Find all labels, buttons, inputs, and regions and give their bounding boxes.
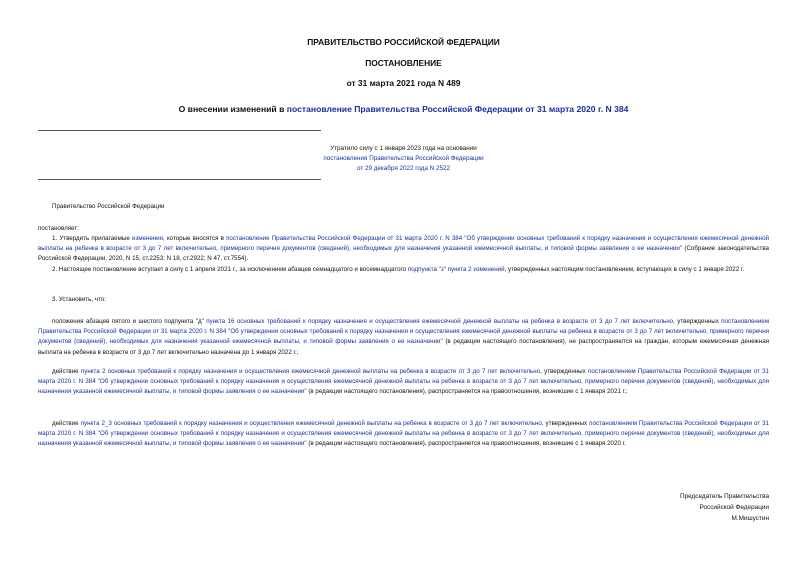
paragraph-c-text-c: (в редакции настоящего постановления), распространяется на правоотношения, возникшие с 1 января 2020 г. <box>306 440 626 448</box>
status-note-link-line2[interactable]: постановления Правительства Российской Федерации <box>323 155 484 162</box>
paragraph-a-clause-link[interactable]: пункта 16 основных требований к порядку назначения и осуществления ежемесячной денежной выплаты на ребенка в возрасте от 3 до 7 лет включительно <box>206 318 674 325</box>
document-type: ПОСТАНОВЛЕНИЕ <box>365 58 442 68</box>
decrees-paragraph: постановляет: <box>38 225 79 232</box>
intro-paragraph: Правительство Российской Федерации <box>52 203 165 210</box>
item-1-decree-link[interactable]: постановление Правительства Российской Федерации от 31 марта 2020 г. N 384 "Об утверждении основных требований к порядку назначения и осуществления ежемесячной денежной выплаты на ребенка в возрасте от 3 до 7 лет включительно, примерного перечня документов (сведений), необходимых для назначения указанной ежемесячной выплаты, и типовой формы заявления о ее назначении" <box>38 235 769 253</box>
paragraph-c-text-b: , утвержденных <box>541 420 590 427</box>
item-1-text-b: , которые вносятся в <box>163 235 227 242</box>
status-note-line1: Утратило силу с 1 января 2023 года на основании <box>330 145 477 152</box>
paragraph-a <box>38 317 769 358</box>
item-2-paragraph <box>38 265 769 275</box>
paragraph-c-clause-link[interactable]: пункта 2_3 основных требований к порядку назначения и осуществления ежемесячной денежной выплаты на ребенка в возрасте от 3 до 7 лет включительно <box>80 420 542 427</box>
item-2-text-a: 2. Настоящее постановление вступает в силу с 1 апреля 2021 г., за исключением абзацев семнадцатого и восемнадцатого <box>52 266 408 273</box>
paragraph-c-decree-link[interactable]: постановлением Правительства Российской Федерации от 31 марта 2020 г. N 384 "Об утверждении основных требований к порядку назначения и осуществления ежемесячной денежной выплаты на ребенка в возрасте от 3 до 7 лет включительно, примерного перечня документов (сведений), необходимых для назначения указанной ежемесячной выплаты, и типовой формы заявления о ее назначении" <box>38 420 769 448</box>
paragraph-b <box>38 367 769 398</box>
document-subject <box>0 104 807 114</box>
item-1-text-c: (Собрание законодательства Российской Федерации, 2020, N 15, ст.2253; N 18, ст.2922; N 47, ст.7554). <box>38 245 769 263</box>
item-1-paragraph <box>38 234 769 265</box>
signature-name: М.Мишустин <box>731 515 769 522</box>
divider-top <box>38 130 321 131</box>
item-2-text-b: , утвержденных настоящим постановлением, вступающих в силу с 1 января 2022 г. <box>504 266 745 273</box>
item-3-paragraph: 3. Установить, что: <box>52 296 106 303</box>
item-1-text-a: 1. Утвердить прилагаемые <box>52 235 132 242</box>
document-date-number: от 31 марта 2021 года N 489 <box>346 78 461 88</box>
item-1-changes-link[interactable]: изменения <box>131 235 163 242</box>
paragraph-b-text-c: (в редакции настоящего постановления), распространяется на правоотношения, возникшие с 1 января 2021 г.; <box>306 388 628 396</box>
paragraph-c-text-a: действие <box>52 420 81 427</box>
paragraph-a-text-a: положения абзацев пятого и шестого подпункта "д" <box>52 318 207 325</box>
divider-bottom <box>38 179 321 180</box>
signature-country: Российской Федерации <box>699 504 769 511</box>
paragraph-b-clause-link[interactable]: пункта 2 основных требований к порядку назначения и осуществления ежемесячной денежной выплаты на ребенка в возрасте от 3 до 7 лет включительно <box>80 368 541 375</box>
paragraph-a-text-b: , утвержденных <box>673 318 722 325</box>
item-2-subclause-link[interactable]: подпункта "з" пункта 2 изменений <box>407 266 505 273</box>
paragraph-b-text-b: , утвержденных <box>540 368 588 375</box>
paragraph-a-decree-link[interactable]: постановлением Правительства Российской Федерации от 31 марта 2020 г. N 384 "Об утверждении основных требований к порядку назначения и осуществления ежемесячной денежной выплаты на ребенка в возрасте от 3 до 7 лет включительно, примерного перечня документов (сведений), необходимых для назначения указанной ежемесячной выплаты, и типовой формы заявления о ее назначении" <box>38 318 769 346</box>
signature-position: Председатель Правительства <box>680 493 769 500</box>
subject-link[interactable]: постановление Правительства Российской Федерации от 31 марта 2020 г. N 384 <box>286 104 629 114</box>
signature-block <box>680 491 769 524</box>
status-note-link-line3[interactable]: от 29 декабря 2022 года N 2522 <box>356 165 451 172</box>
government-title: ПРАВИТЕЛЬСТВО РОССИЙСКОЙ ФЕДЕРАЦИИ <box>307 37 500 47</box>
paragraph-b-text-a: действие <box>52 368 81 375</box>
subject-prefix: О внесении изменений в <box>178 104 287 114</box>
status-note <box>0 144 807 174</box>
paragraph-c <box>38 419 769 450</box>
paragraph-b-decree-link[interactable]: постановлением Правительства Российской Федерации от 31 марта 2020 г. N 384 "Об утверждении основных требований к порядку назначения и осуществления ежемесячной денежной выплаты на ребенка в возрасте от 3 до 7 лет включительно, примерного перечня документов (сведений), необходимых для назначения указанной ежемесячной выплаты, и типовой формы заявления о ее назначении" <box>38 368 769 396</box>
paragraph-a-text-c: (в редакции настоящего постановления), не распространяются на граждан, которым ежемесячная денежная выплата на ребенка в возрасте от 3 до 7 лет включительно назначена до 1 января 2022 г.; <box>38 338 769 356</box>
